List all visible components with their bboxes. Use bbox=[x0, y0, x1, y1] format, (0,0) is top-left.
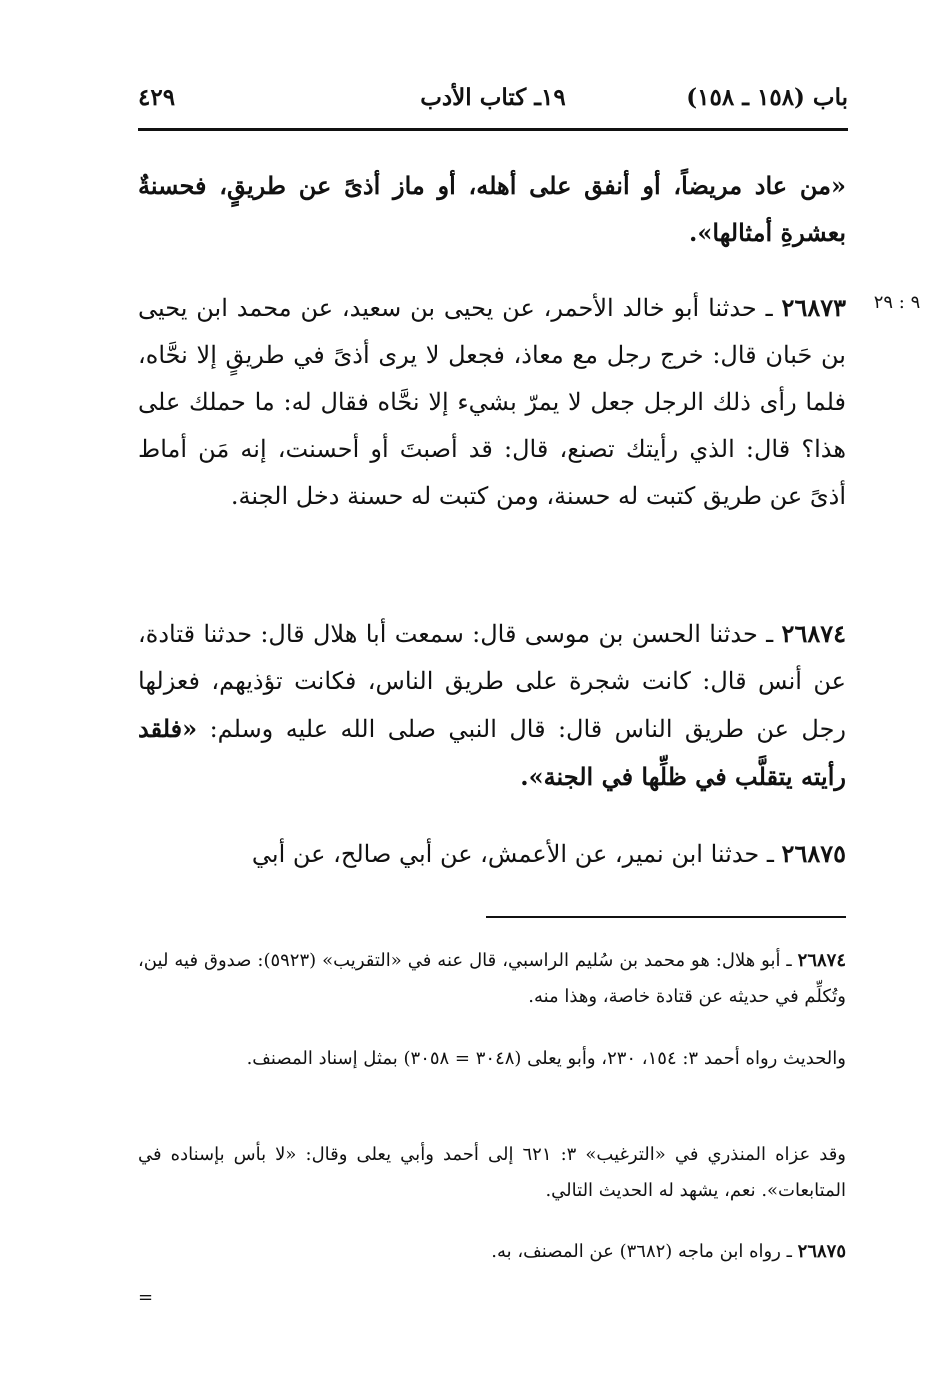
footnote-text: ـ أبو هلال: هو محمد بن سُليم الراسبي، قال عنه في «التقريب» (٥٩٢٣): صدوق فيه لين، وتُكلِّم في حديثه عن قتادة خاصة، وهذا منه. bbox=[138, 950, 846, 1007]
continuation-mark: = bbox=[138, 1287, 154, 1308]
header-book-title: ١٩ـ كتاب الأدب bbox=[420, 84, 566, 111]
page-number: ٤٢٩ bbox=[138, 84, 176, 111]
footnote-4 bbox=[138, 1234, 846, 1270]
hadith-paragraph bbox=[138, 610, 846, 801]
hadith-number: ٢٦٨٧٣ bbox=[781, 293, 846, 322]
header-chapter: باب (١٥٨ ـ ١٥٨) bbox=[686, 84, 848, 111]
hadith-number: ٢٦٨٧٥ bbox=[781, 839, 846, 868]
footnote-text: وقد عزاه المنذري في «الترغيب» ٣: ٦٢١ إلى أحمد وأبي يعلى وقال: «لا بأس بإسناده في المتابعات». نعم، يشهد له الحديث التالي. bbox=[138, 1144, 846, 1201]
footnote-text: ـ رواه ابن ماجه (٣٦٨٢) عن المصنف، به. bbox=[491, 1241, 792, 1262]
hadith-paragraph bbox=[138, 830, 846, 878]
hadith-26874 bbox=[138, 610, 846, 801]
footnote-text: والحديث رواه أحمد ٣: ١٥٤، ٢٣٠، وأبو يعلى (٣٠٤٨ = ٣٠٥٨) بمثل إسناد المصنف. bbox=[246, 1048, 846, 1069]
margin-reference: ٩ : ٢٩ bbox=[873, 292, 921, 313]
quote-text: «من عاد مريضاً، أو أنفق على أهله، أو ماز أذىً عن طريقٍ، فحسنةٌ بعشرةِ أمثالها». bbox=[138, 171, 846, 247]
hadith-paragraph bbox=[138, 284, 846, 520]
footnote-rule bbox=[486, 916, 846, 918]
footnote-3 bbox=[138, 1137, 846, 1209]
footnote-paragraph bbox=[138, 943, 846, 1015]
footnote-1 bbox=[138, 943, 846, 1015]
hadith-quote: «فلقد رأيته يتقلَّب في ظلِّها في الجنة». bbox=[138, 714, 846, 791]
footnote-number: ٢٦٨٧٤ bbox=[797, 950, 846, 971]
hadith-text: ـ حدثنا ابن نمير، عن الأعمش، عن أبي صالح، عن أبي bbox=[251, 840, 774, 868]
footnote-2 bbox=[138, 1041, 846, 1077]
footnote-number: ٢٦٨٧٥ bbox=[797, 1241, 846, 1262]
hadith-number: ٢٦٨٧٤ bbox=[781, 619, 846, 648]
header-rule bbox=[138, 128, 848, 131]
hadith-26875 bbox=[138, 830, 846, 878]
hadith-text: ـ حدثنا أبو خالد الأحمر، عن يحيى بن سعيد، عن محمد ابن يحيى بن حَبان قال: خرج رجل مع معاذ، فجعل لا يرى أذىً في طريقٍ إلا نحَّاه، فلما رأى ذلك الرجل جعل لا يمرّ بشيء إلا نحَّاه فقال له: ما حملك على هذا؟ قال: الذي رأيتك تصنع، قال: قد أصبتَ أو أحسنت، إنه مَن أماط أذىً عن طريق كتبت له حسنة، ومن كتبت له حسنة دخل الجنة. bbox=[138, 294, 846, 510]
hadith-text: ـ حدثنا الحسن بن موسى قال: سمعت أبا هلال قال: حدثنا قتادة، عن أنس قال: كانت شجرة على طريق الناس، فكانت تؤذيهم، فعزلها رجل عن طريق الناس قال: قال النبي صلى الله عليه وسلم: bbox=[138, 620, 846, 743]
hadith-26873 bbox=[138, 284, 846, 520]
footnote-paragraph bbox=[138, 1234, 846, 1270]
running-header bbox=[138, 84, 848, 124]
quote-paragraph bbox=[138, 162, 846, 256]
